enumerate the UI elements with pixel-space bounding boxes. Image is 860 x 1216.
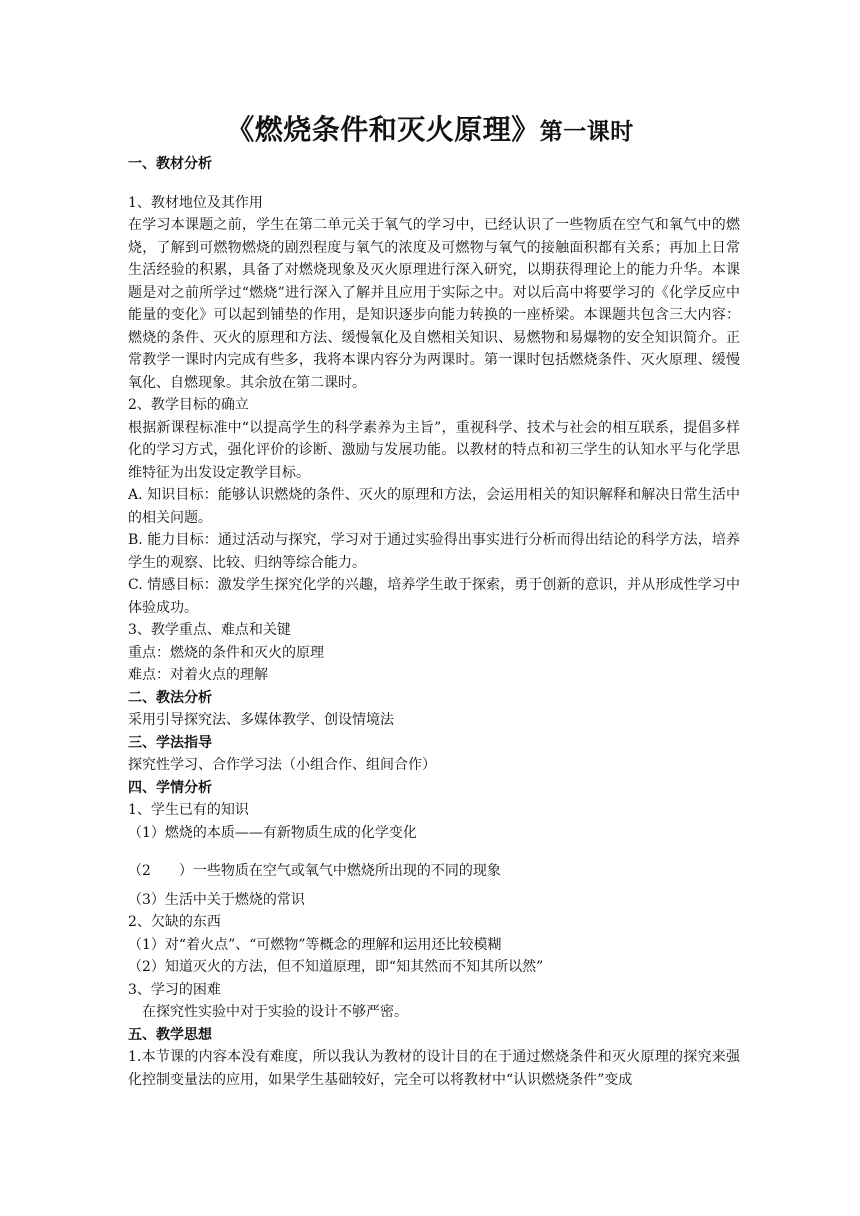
document-title xyxy=(0,108,860,154)
goal-emotion: C. 情感目标：激发学生探究化学的兴趣，培养学生敢于探索，勇于创新的意识，并从形成性学习中体验成功。 xyxy=(128,577,740,616)
subheading-teaching-goals: 2、教学目标的确立 xyxy=(128,397,249,413)
learning-method-text: 探究性学习、合作学习法（小组合作、组间合作） xyxy=(128,757,436,773)
existing-knowledge-1: （1）燃烧的本质——有新物质生成的化学变化 xyxy=(128,824,417,841)
section-heading-textbook-analysis: 一、教材分析 xyxy=(128,156,212,172)
section-heading-teaching-thought: 五、教学思想 xyxy=(128,1026,212,1043)
title-subtitle: 第一课时 xyxy=(539,119,634,145)
difficult-point: 难点：对着火点的理解 xyxy=(128,667,268,683)
section-heading-teaching-method: 二、教法分析 xyxy=(128,689,212,706)
subheading-lacking: 2、欠缺的东西 xyxy=(128,914,221,930)
goal-knowledge: A. 知识目标：能够认识燃烧的条件、灭火的原理和方法，会运用相关的知识解释和解决日常生活中的相关问题。 xyxy=(128,487,740,526)
teaching-method-text: 采用引导探究法、多媒体教学、创设情境法 xyxy=(128,712,394,728)
key-point: 重点：燃烧的条件和灭火的原理 xyxy=(128,644,324,661)
lacking-2: （2）知道灭火的方法，但不知道原理，即“知其然而不知其所以然” xyxy=(128,959,544,975)
subheading-existing-knowledge: 1、学生已有的知识 xyxy=(128,802,249,818)
title-main: 《燃烧条件和灭火原理》 xyxy=(226,113,540,146)
document-body xyxy=(128,153,740,1091)
difficulties-text: 在探究性实验中对于实验的设计不够严密。 xyxy=(142,1004,408,1020)
subheading-textbook-status: 1、教材地位及其作用 xyxy=(128,194,263,211)
paragraph-textbook-status: 在学习本课题之前，学生在第二单元关于氧气的学习中，已经认识了一些物质在空气和氧气中的燃烧，了解到可燃物燃烧的剧烈程度与氧气的浓度及可燃物与氧气的接触面积都有关系；再加上日常生活经验的积累，具备了对燃烧现象及灭火原理进行深入研究，以期获得理论上的能力升华。本课题是对之前所学过“燃烧”进行深入了解并且应用于实际之中。对以后高中将要学习的《化学反应中能量的变化》可以起到铺垫的作用，是知识逐步向能力转换的一座桥梁。本课题共包含三大内容：燃烧的条件、灭火的原理和方法、缓慢氧化及自燃相关知识、易燃物和易爆物的安全知识简介。正常教学一课时内完成有些多，我将本课内容分为两课时。第一课时包括燃烧条件、灭火原理、缓慢氧化、自燃现象。其余放在第二课时。 xyxy=(128,217,740,391)
paragraph-teaching-goals: 根据新课程标准中“以提高学生的科学素养为主旨”，重视科学、技术与社会的相互联系，提倡多样化的学习方式，强化评价的诊断、激励与发展功能。以教材的特点和初三学生的认知水平与化学思维特征为出发设定教学目标。 xyxy=(128,419,740,481)
subheading-key-points: 3、教学重点、难点和关键 xyxy=(128,622,291,638)
section-heading-learning-method: 三、学法指导 xyxy=(128,734,212,751)
section-heading-student-analysis: 四、学情分析 xyxy=(128,779,212,796)
existing-knowledge-3: （3）生活中关于燃烧的常识 xyxy=(128,891,305,908)
goal-ability: B. 能力目标：通过活动与探究，学习对于通过实验得出事实进行分析而得出结论的科学方法，培养学生的观察、比较、归纳等综合能力。 xyxy=(128,532,740,571)
existing-knowledge-2: （2 ）一些物质在空气或氧气中燃烧所出现的不同的现象 xyxy=(128,863,501,879)
lacking-1: （1）对“着火点”、“可燃物”等概念的理解和运用还比较模糊 xyxy=(128,936,502,953)
subheading-difficulties: 3、学习的困难 xyxy=(128,981,221,998)
teaching-thought-text: 1.本节课的内容本没有难度，所以我认为教材的设计目的在于通过燃烧条件和灭火原理的探究来强化控制变量法的应用，如果学生基础较好，完全可以将教材中“认识燃烧条件”变成 xyxy=(128,1049,740,1088)
